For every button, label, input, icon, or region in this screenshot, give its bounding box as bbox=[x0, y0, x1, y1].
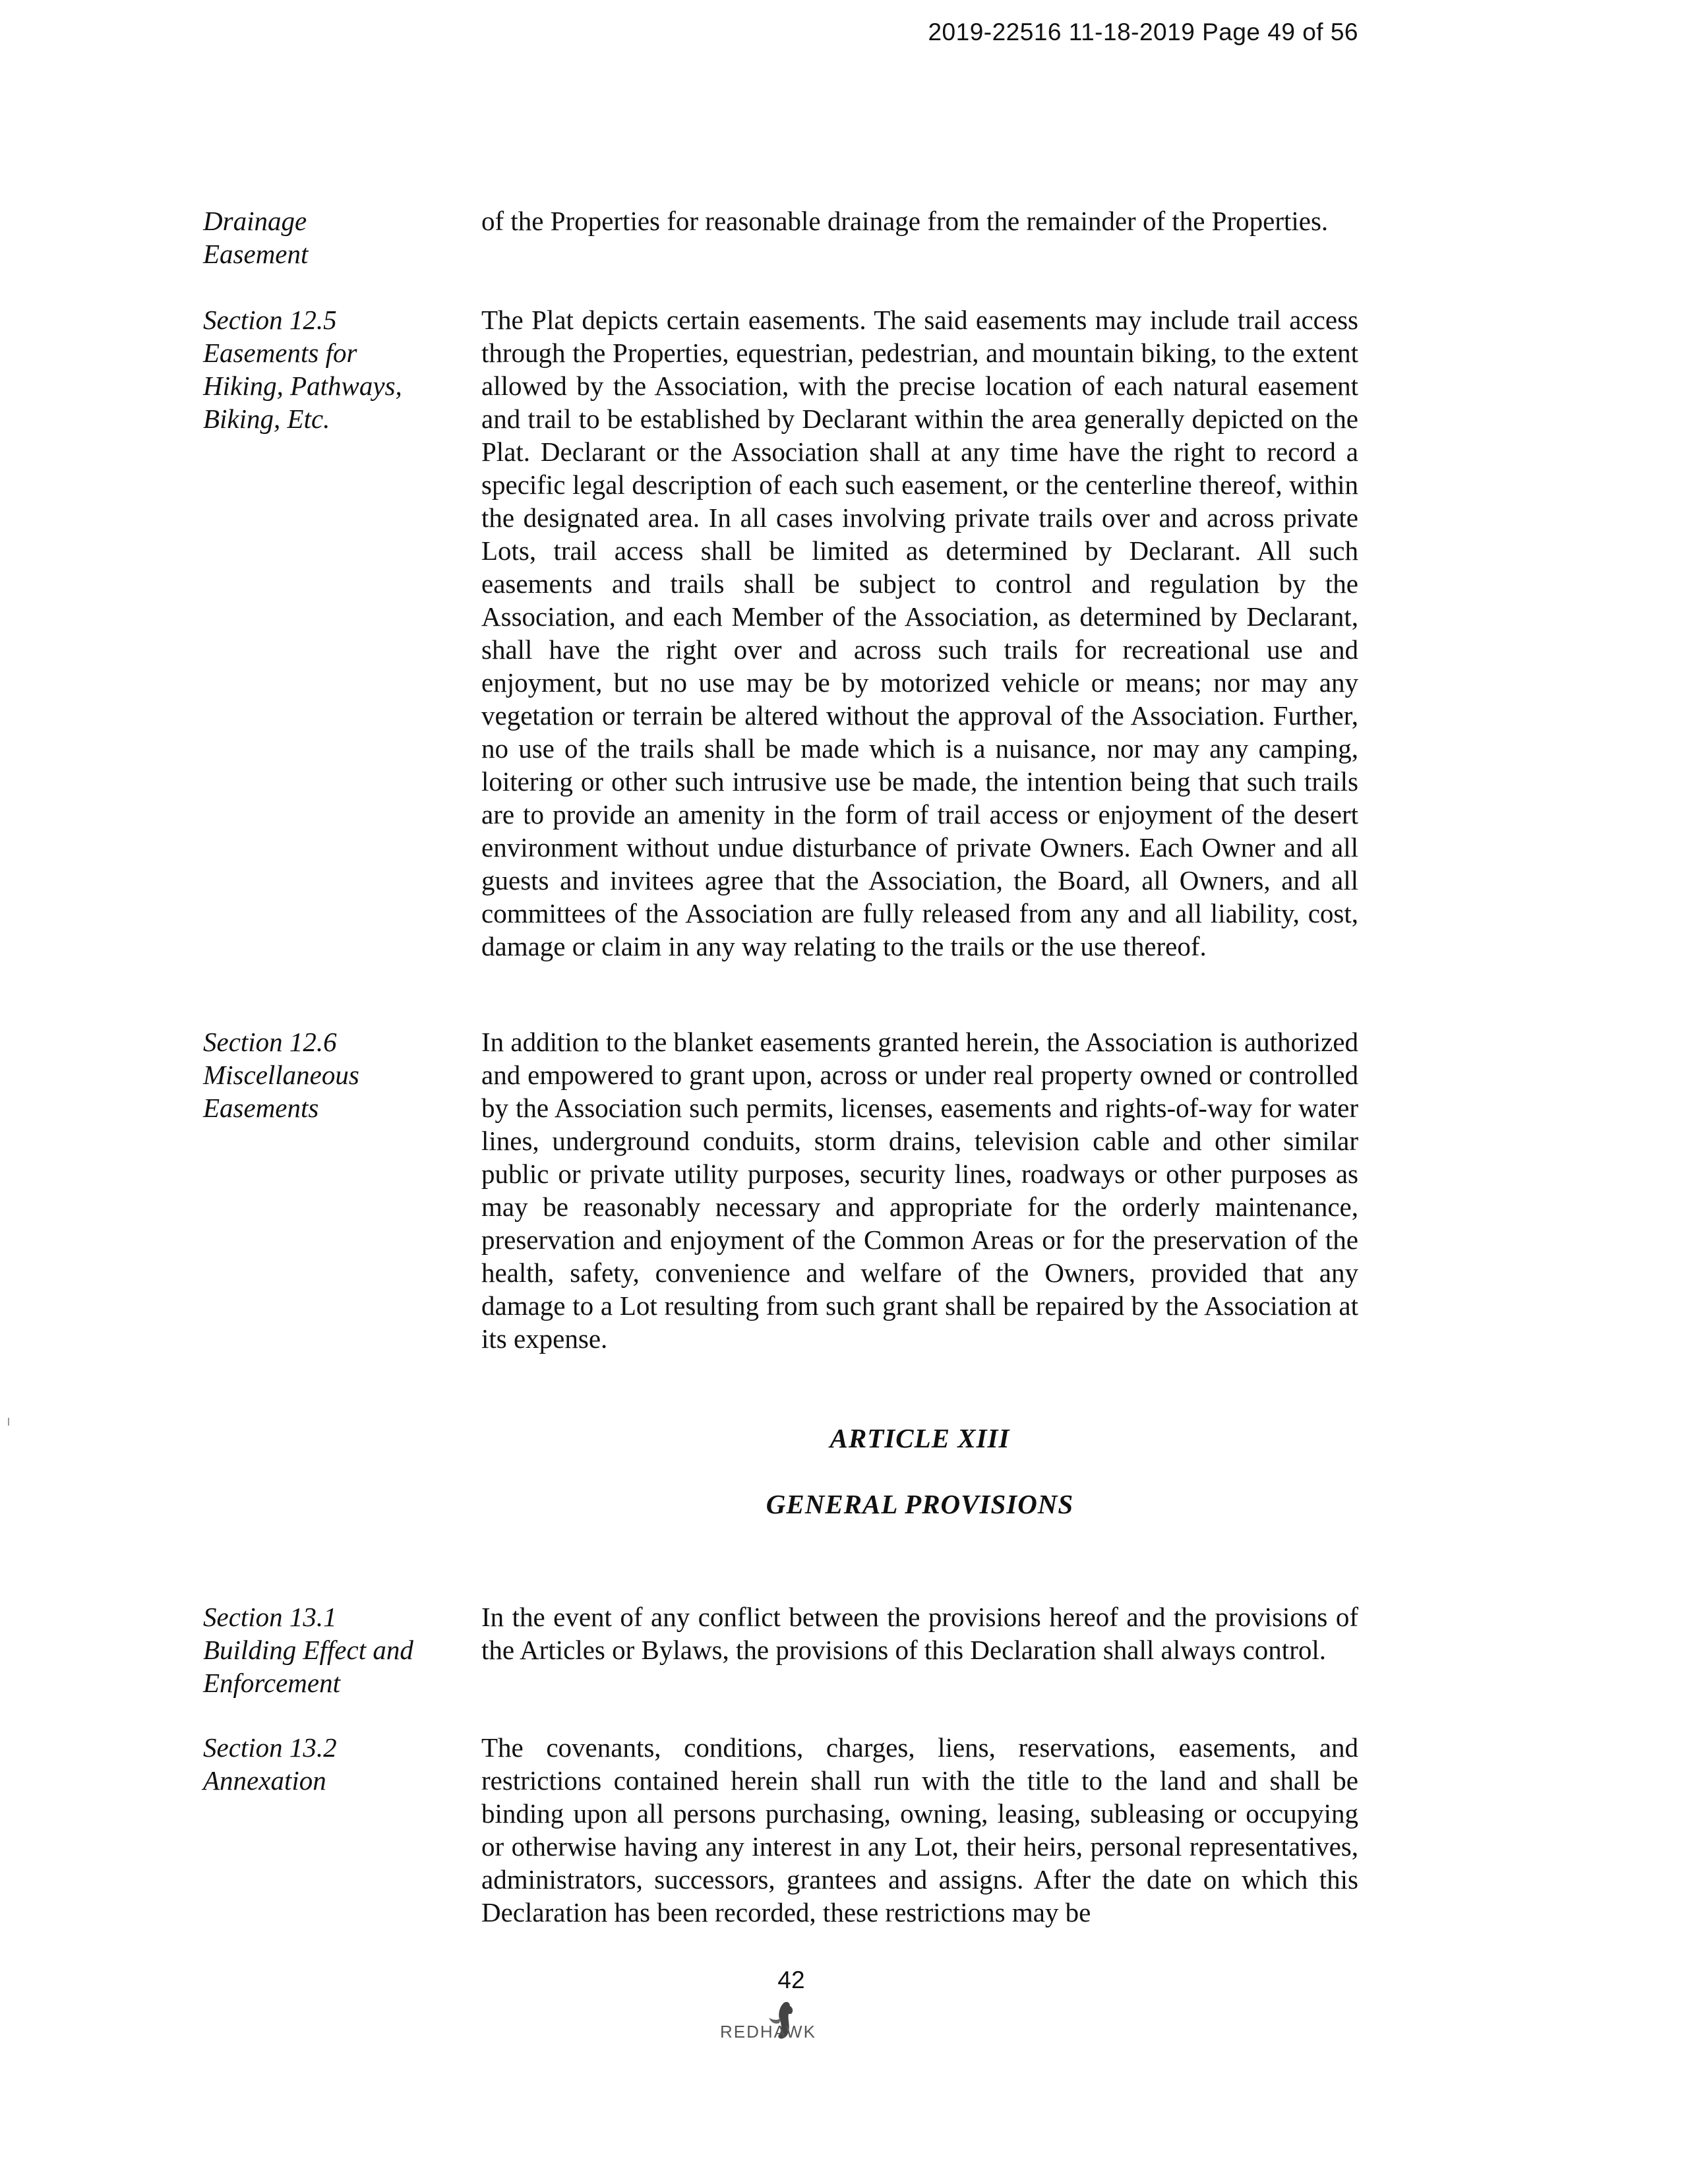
section-body: of the Properties for reasonable drainage from the remainder of the Properties. bbox=[481, 206, 1329, 236]
logo-text: REDHAWK bbox=[720, 2022, 816, 2042]
section-heading: Drainage Easement bbox=[203, 206, 309, 269]
section-heading: Section 12.6 Miscellaneous Easements bbox=[203, 1027, 359, 1123]
page-number: 42 bbox=[777, 1966, 805, 1993]
section-heading: Section 12.5 Easements for Hiking, Pathways, Biking, Etc. bbox=[203, 305, 402, 434]
section-body: In the event of any conflict between the provisions hereof and the provisions of the Articles or Bylaws, the provisions of this Declaration shall always control. bbox=[481, 1602, 1358, 1665]
section-body: In addition to the blanket easements granted herein, the Association is authorized and empowered to grant upon, across or under real property owned or controlled by the Association such permits, licenses, easements and rights-of-way for water lines, underground conduits, storm drains, television cable and other similar public or private utility purposes, security lines, roadways or other purposes as may be reasonably necessary and appropriate for the orderly maintenance, preservation and enjoyment of the Common Areas or for the preservation of the health, safety, convenience and welfare of the Owners, provided that any damage to a Lot resulting from such grant shall be repaired by the Association at its expense. bbox=[481, 1027, 1358, 1354]
recording-stamp: 2019-22516 11-18-2019 Page 49 of 56 bbox=[928, 18, 1358, 46]
section-heading: Section 13.1 Building Effect and Enforcement bbox=[203, 1602, 413, 1698]
article-number: ARTICLE XIII bbox=[829, 1423, 1010, 1453]
article-title: GENERAL PROVISIONS bbox=[766, 1489, 1074, 1519]
scan-mark bbox=[8, 1418, 9, 1426]
section-heading: Section 13.2 Annexation bbox=[203, 1732, 337, 1796]
section-body: The covenants, conditions, charges, liens, reservations, easements, and restrictions contained herein shall run with the title to the land and shall be binding upon all persons purchasing, owning, leasing, subleasing or occupying or otherwise having any interest in any Lot, their heirs, personal representatives, administrators, successors, grantees and assigns. After the date on which this Declaration has been recorded, these restrictions may be bbox=[481, 1732, 1358, 1927]
section-body: The Plat depicts certain easements. The said easements may include trail access through the Properties, equestrian, pedestrian, and mountain biking, to the extent allowed by the Association, with the precise location of each natural easement and trail to be established by Declarant within the area generally depicted on the Plat. Declarant or the Association shall at any time have the right to record a specific legal description of each such easement, or the centerline thereof, within the designated area. In all cases involving private trails over and across private Lots, trail access shall be limited as determined by Declarant. All such easements and trails shall be subject to control and regulation by the Association, and each Member of the Association, as determined by Declarant, shall have the right over and across such trails for recreational use and enjoyment, but no use may be by motorized vehicle or means; nor may any vegetation or terrain be altered without the approval of the Association. Further, no use of the trails shall be made which is a nuisance, nor may any camping, loitering or other such intrusive use be made, the intention being that such trails are to provide an amenity in the form of trail access or enjoyment of the desert environment without undue disturbance of private Owners. Each Owner and all guests and invitees agree that the Association, the Board, all Owners, and all committees of the Association are fully released from any and all liability, cost, damage or claim in any way relating to the trails or the use thereof. bbox=[481, 305, 1358, 961]
redhawk-logo bbox=[706, 1998, 877, 2051]
